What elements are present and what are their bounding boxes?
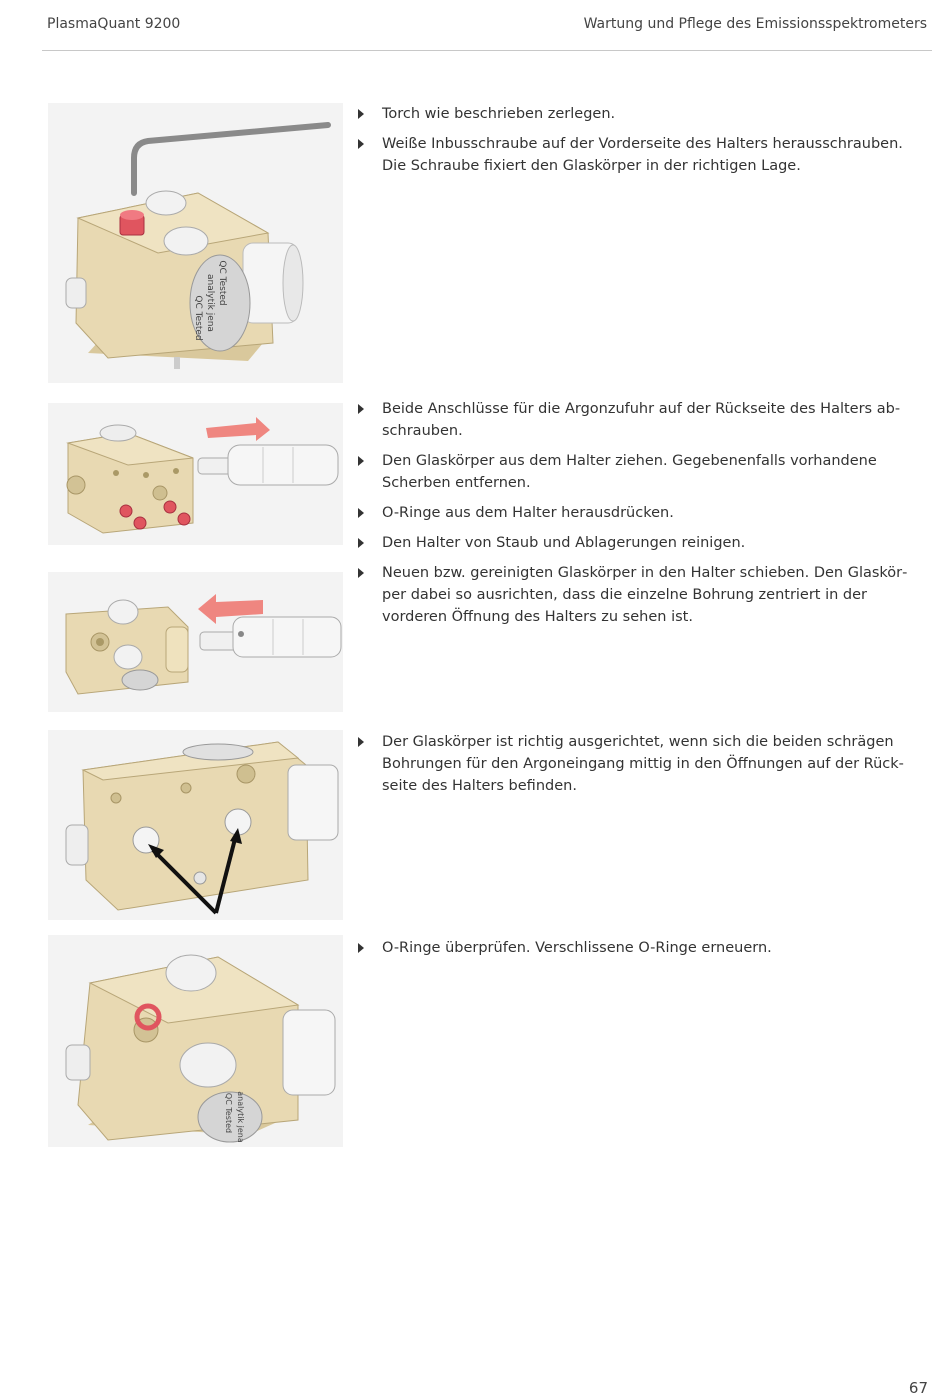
step-text: Den Glaskörper aus dem Halter ziehen. Gegebenenfalls vorhandene Scherben entfernen. xyxy=(382,453,877,491)
step-text: Beide Anschlüsse für die Argonzufuhr auf der Rückseite des Halters abschrauben. xyxy=(382,401,901,439)
header-chapter-title: Wartung und Pflege des Emissionsspektrometers xyxy=(583,16,927,32)
step-item xyxy=(357,450,917,494)
step-item xyxy=(357,502,917,524)
bullet-arrow-icon xyxy=(358,737,364,747)
qc-label-text-3: QC Tested xyxy=(193,295,203,341)
step-item xyxy=(357,937,917,959)
illustration-holder-back-pull xyxy=(48,403,343,545)
step-text: Neuen bzw. gereinigten Glaskörper in den Halter schieben. Den Glaskörper dabei so ausrichten, dass die einzelne Bohrung zentriert in der vorderen Öffnung des Halters zu sehen ist. xyxy=(382,565,908,625)
step-list-4 xyxy=(357,937,917,967)
page-number: 67 xyxy=(908,1379,928,1397)
step-text: Torch wie beschrieben zerlegen. xyxy=(382,106,616,122)
step-list-3 xyxy=(357,731,917,805)
page-header xyxy=(42,0,932,51)
qc-label-text-5: analytik jena xyxy=(236,1091,245,1143)
step-list-1 xyxy=(357,103,917,185)
step-text: O-Ringe überprüfen. Verschlissene O-Ringe erneuern. xyxy=(382,940,772,956)
illustration-alignment-check xyxy=(48,730,343,920)
bullet-arrow-icon xyxy=(358,538,364,548)
qc-label-text-2: analytik jena xyxy=(205,274,215,332)
illustration-holder-insert xyxy=(48,572,343,712)
step-text: Den Halter von Staub und Ablagerungen reinigen. xyxy=(382,535,746,551)
qc-label-text-1: QC Tested xyxy=(217,260,227,306)
header-product-name: PlasmaQuant 9200 xyxy=(47,16,181,32)
qc-label-text-4: QC Tested xyxy=(224,1092,233,1134)
step-text: Der Glaskörper ist richtig ausgerichtet, wenn sich die beiden schrägen Bohrungen für den Argoneingang mittig in den Öffnungen auf der Rückseite des Halters befinden. xyxy=(382,734,904,794)
bullet-arrow-icon xyxy=(358,456,364,466)
bullet-arrow-icon xyxy=(358,404,364,414)
step-text: Weiße Inbusschraube auf der Vorderseite des Halters herausschrauben. Die Schraube fixiert den Glaskörper in der richtigen Lage. xyxy=(382,136,903,174)
bullet-arrow-icon xyxy=(358,943,364,953)
illustration-oring-check xyxy=(48,935,343,1147)
step-item xyxy=(357,398,917,442)
bullet-arrow-icon xyxy=(358,139,364,149)
step-item xyxy=(357,731,917,797)
step-item xyxy=(357,532,917,554)
bullet-arrow-icon xyxy=(358,508,364,518)
bullet-arrow-icon xyxy=(358,109,364,119)
illustration-holder-hex-key xyxy=(48,103,343,383)
step-text: O-Ringe aus dem Halter herausdrücken. xyxy=(382,505,674,521)
step-list-2 xyxy=(357,398,917,636)
step-item xyxy=(357,562,917,628)
bullet-arrow-icon xyxy=(358,568,364,578)
step-item xyxy=(357,103,917,125)
step-item xyxy=(357,133,917,177)
